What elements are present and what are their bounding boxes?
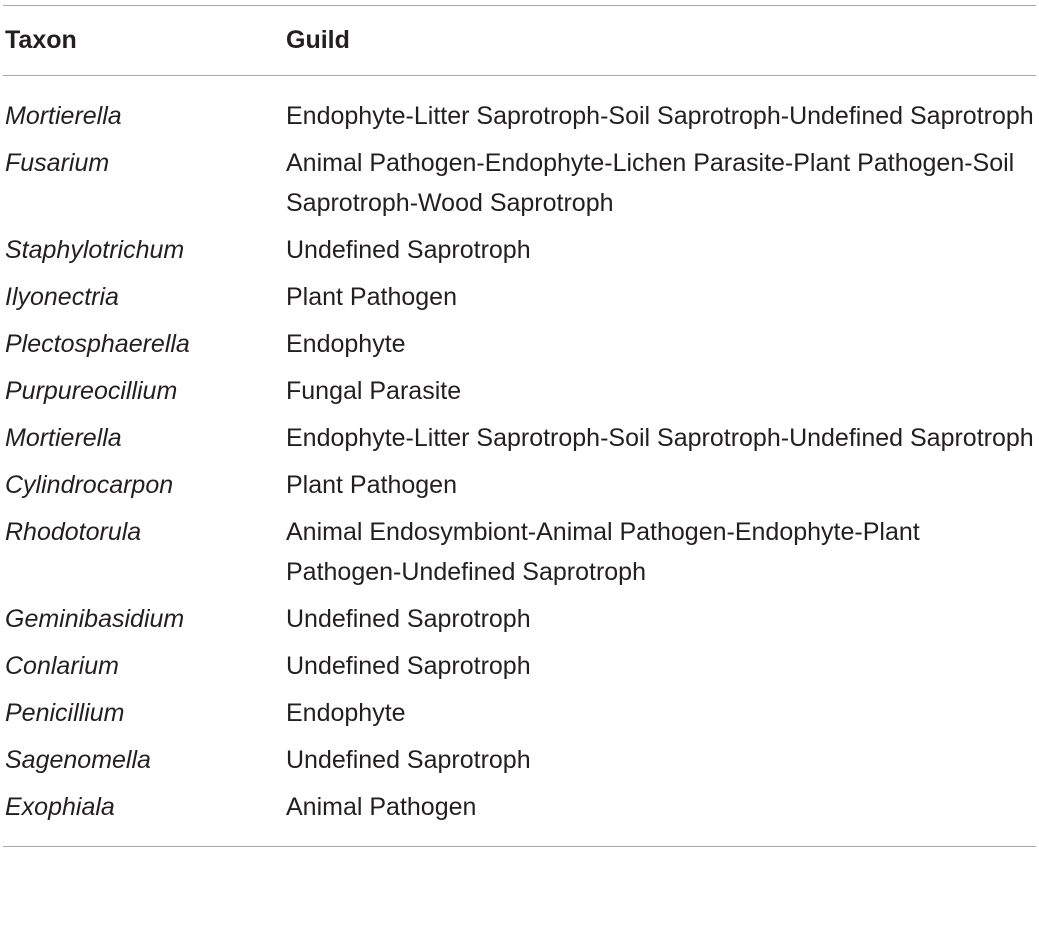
guild-cell: Animal Pathogen-Endophyte-Lichen Parasite-Plant Pathogen-Soil Saprotroph-Wood Saprotroph: [286, 149, 1015, 217]
table-row: [3, 141, 1036, 228]
table-row: [3, 228, 1036, 275]
taxon-cell: Conlarium: [5, 652, 119, 680]
taxon-cell: Geminibasidium: [5, 605, 185, 633]
table-row: [3, 369, 1036, 416]
table-row: [3, 785, 1036, 832]
guild-cell: Animal Pathogen: [286, 793, 477, 821]
guild-cell: Plant Pathogen: [286, 471, 457, 499]
table-row: [3, 597, 1036, 644]
table-row: [3, 644, 1036, 691]
column-header-taxon: Taxon: [5, 26, 77, 54]
taxon-guild-table: [3, 5, 1036, 847]
guild-cell: Endophyte-Litter Saprotroph-Soil Saprotroph-Undefined Saprotroph: [286, 424, 1034, 452]
table-row: [3, 738, 1036, 785]
taxon-cell: Fusarium: [5, 149, 110, 177]
taxon-cell: Staphylotrichum: [5, 236, 185, 264]
taxon-cell: Cylindrocarpon: [5, 471, 174, 499]
guild-cell: Endophyte: [286, 699, 406, 727]
taxon-cell: Sagenomella: [5, 746, 151, 774]
taxon-cell: Rhodotorula: [5, 518, 142, 546]
taxon-cell: Mortierella: [5, 424, 122, 452]
guild-cell: Undefined Saprotroph: [286, 236, 531, 264]
table-row: [3, 510, 1036, 597]
table-row: [3, 416, 1036, 463]
guild-cell: Endophyte-Litter Saprotroph-Soil Saprotroph-Undefined Saprotroph: [286, 102, 1034, 130]
guild-cell: Animal Endosymbiont-Animal Pathogen-Endophyte-Plant Pathogen-Undefined Saprotroph: [286, 518, 920, 586]
table-header: [3, 6, 1036, 76]
table-row: [3, 691, 1036, 738]
taxon-cell: Purpureocillium: [5, 377, 178, 405]
bottom-rule: [3, 846, 1036, 847]
guild-cell: Fungal Parasite: [286, 377, 462, 405]
guild-cell: Endophyte: [286, 330, 406, 358]
guild-cell: Undefined Saprotroph: [286, 605, 531, 633]
guild-cell: Plant Pathogen: [286, 283, 457, 311]
guild-cell: Undefined Saprotroph: [286, 652, 531, 680]
taxon-cell: Ilyonectria: [5, 283, 119, 311]
taxon-cell: Mortierella: [5, 102, 122, 130]
header-row: [3, 6, 1036, 75]
taxon-cell: Penicillium: [5, 699, 125, 727]
column-header-guild: Guild: [286, 26, 350, 54]
taxon-cell: Exophiala: [5, 793, 115, 821]
table-body: [3, 76, 1036, 832]
guild-cell: Undefined Saprotroph: [286, 746, 531, 774]
table-row: [3, 76, 1036, 141]
table-row: [3, 322, 1036, 369]
data-table: [3, 6, 1036, 832]
table-row: [3, 463, 1036, 510]
taxon-cell: Plectosphaerella: [5, 330, 190, 358]
table-row: [3, 275, 1036, 322]
